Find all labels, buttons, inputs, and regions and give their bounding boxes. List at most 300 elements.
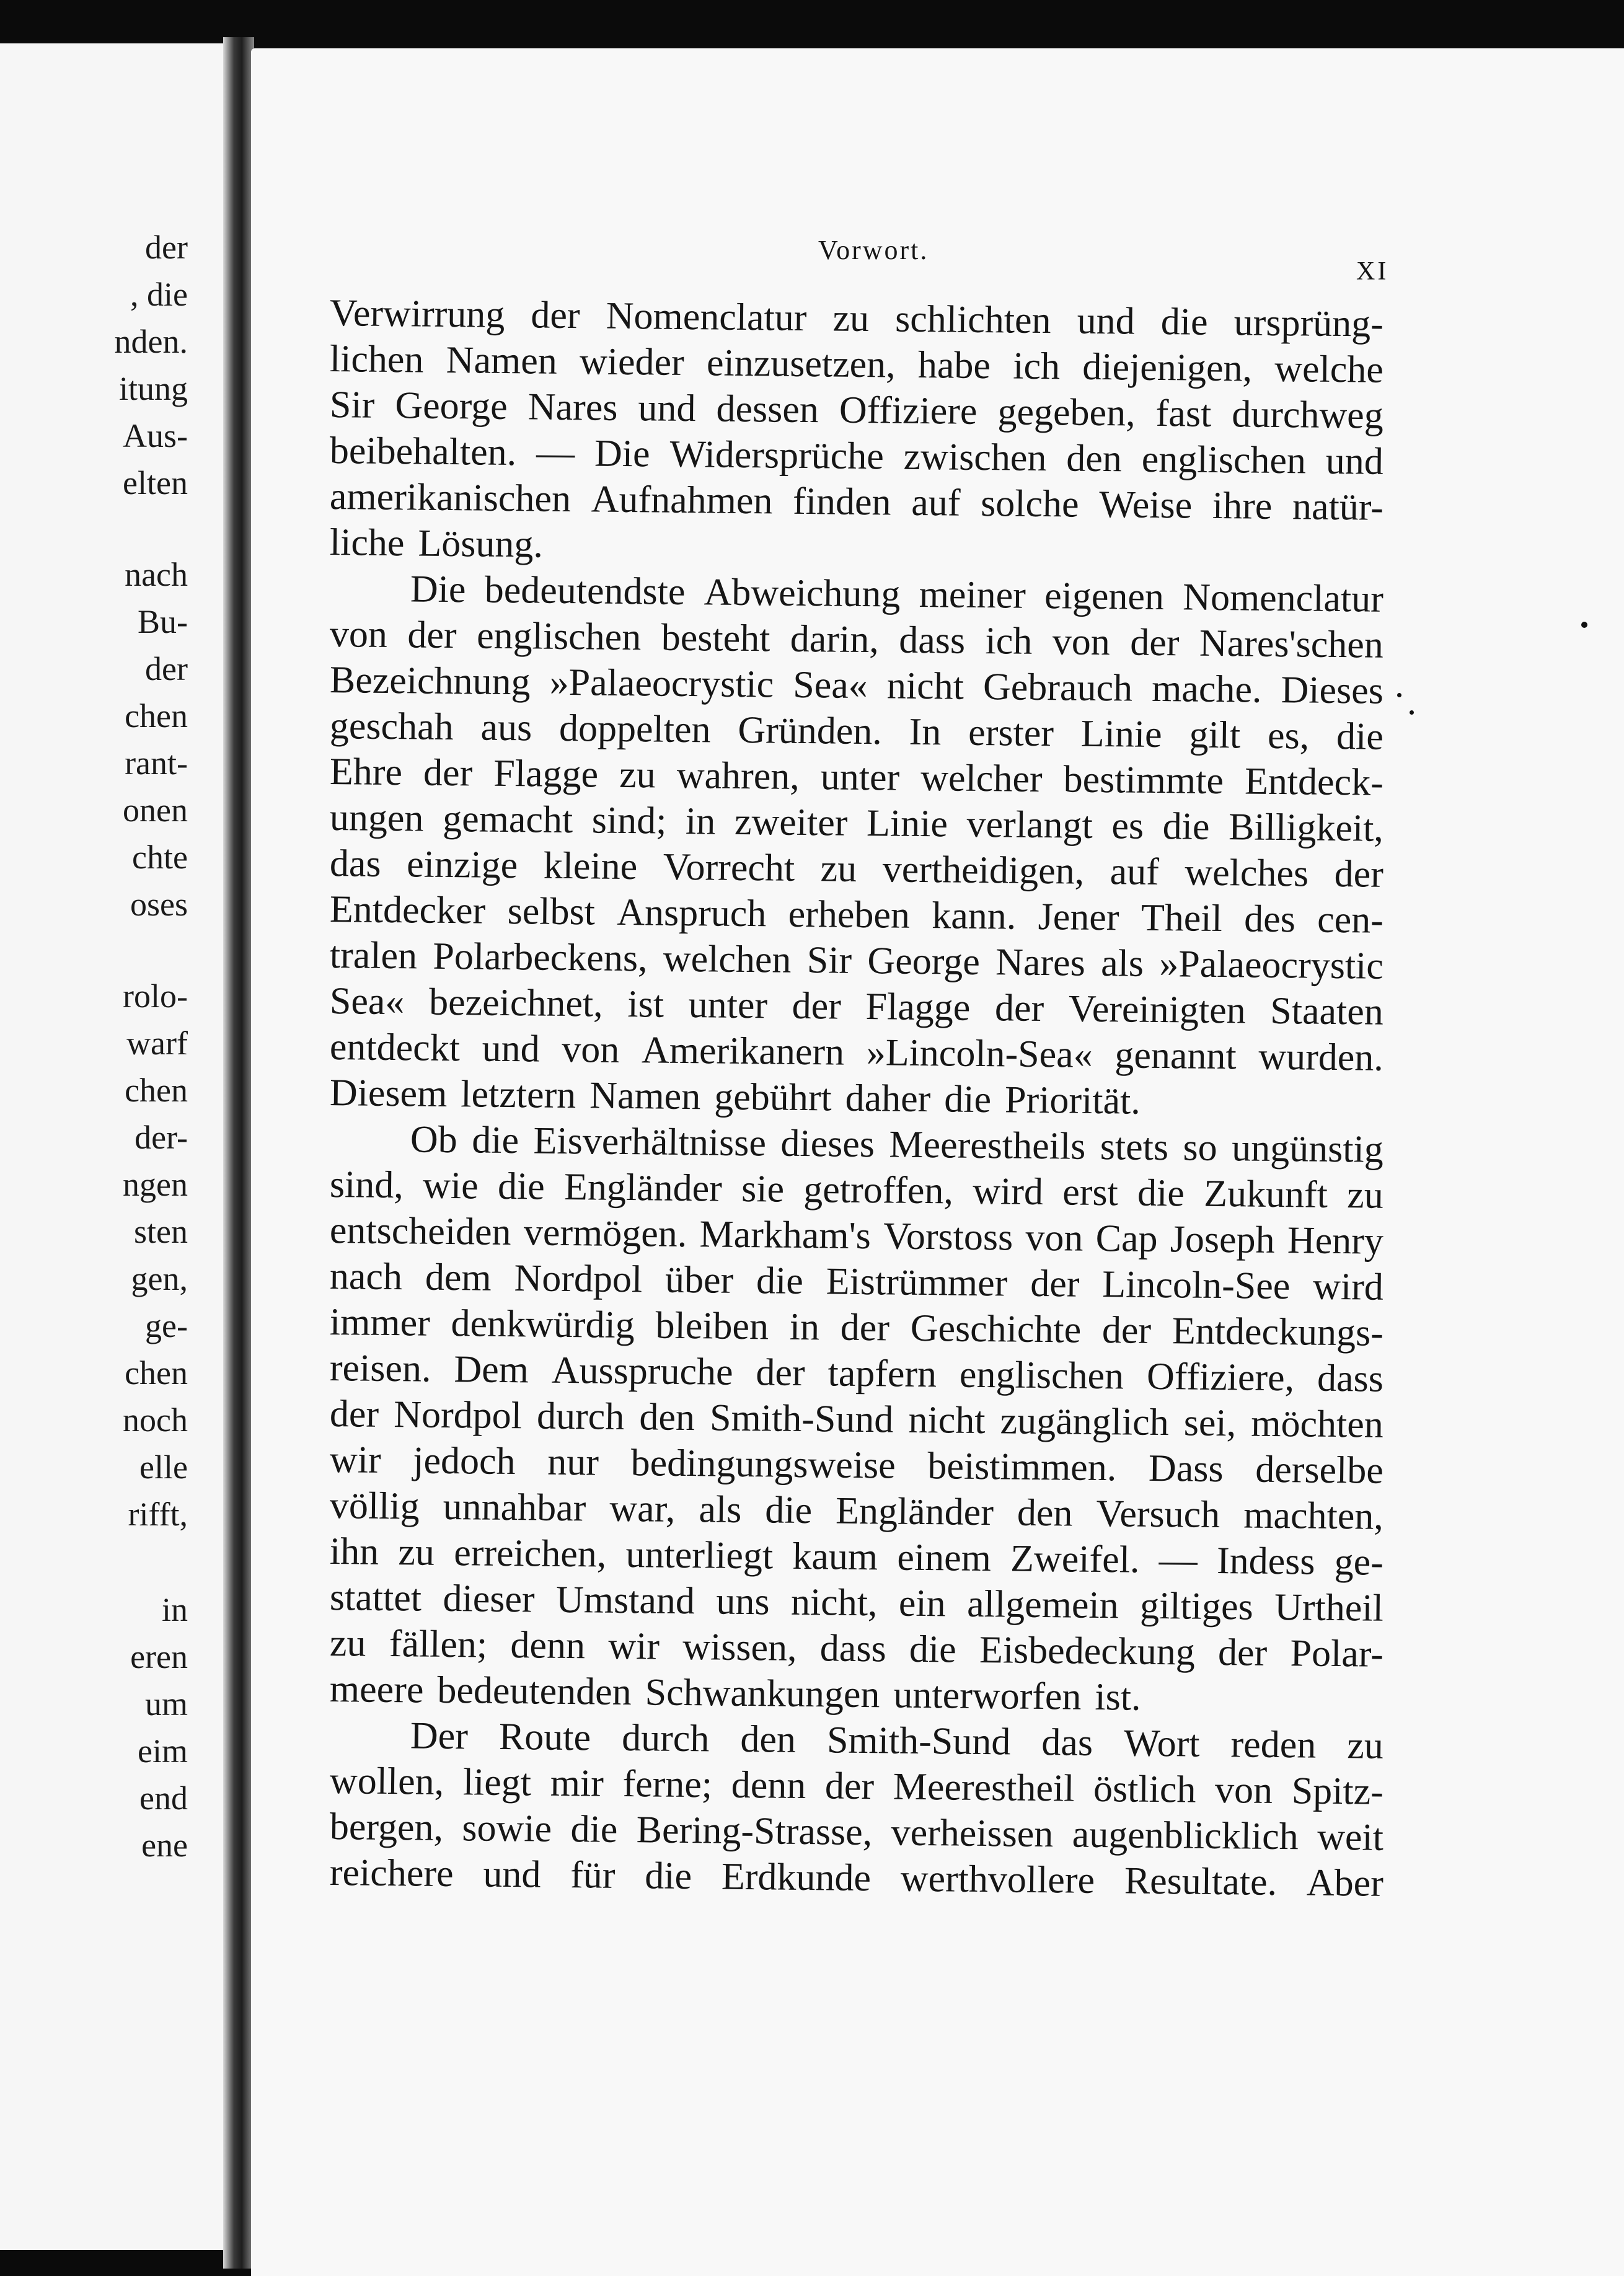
word: Vereinigten bbox=[1068, 987, 1247, 1032]
word: Offiziere, bbox=[1146, 1355, 1295, 1400]
word: zu bbox=[1347, 1724, 1384, 1767]
running-head: Vorwort. bbox=[818, 235, 929, 265]
word: gegeben, bbox=[997, 390, 1136, 434]
word: Erdkunde bbox=[721, 1855, 872, 1900]
word: Smith-Sund bbox=[826, 1719, 1011, 1763]
word: in bbox=[685, 800, 716, 843]
word: Sea« bbox=[793, 663, 868, 707]
word: den bbox=[1017, 1491, 1073, 1535]
word: lichen bbox=[329, 338, 424, 381]
word: der bbox=[1129, 621, 1180, 664]
word: George bbox=[395, 384, 508, 428]
word: die bbox=[1137, 1171, 1185, 1215]
word: den bbox=[740, 1718, 797, 1761]
word: und bbox=[638, 387, 696, 430]
word: reisen. bbox=[329, 1347, 431, 1390]
word: entdeckt bbox=[329, 1026, 461, 1070]
word: Weise bbox=[1098, 483, 1193, 527]
word: sie bbox=[741, 1167, 785, 1211]
word: fast bbox=[1155, 392, 1212, 435]
word: auf bbox=[1110, 850, 1160, 894]
word: Namen bbox=[446, 338, 558, 382]
left-page-fragment: eim bbox=[138, 1732, 188, 1770]
word: Nares'schen bbox=[1199, 622, 1384, 666]
word: dass bbox=[898, 619, 966, 662]
word: Nomenclatur bbox=[1182, 576, 1384, 620]
word: diejenigen, bbox=[1082, 345, 1253, 390]
word: meiner bbox=[919, 573, 1026, 617]
word: Aufnahmen bbox=[591, 478, 773, 523]
word: Dem bbox=[454, 1348, 529, 1392]
word: welche bbox=[1274, 347, 1384, 391]
word: »Lincoln-Sea« bbox=[866, 1031, 1093, 1076]
word: sind, bbox=[329, 1163, 404, 1207]
word: Dieses bbox=[1281, 669, 1384, 712]
left-page-fragment: Bu- bbox=[138, 603, 188, 640]
word: und bbox=[1077, 299, 1136, 343]
word: Schwankungen bbox=[645, 1671, 880, 1716]
word: solche bbox=[980, 482, 1079, 526]
word: verheissen bbox=[891, 1811, 1054, 1856]
word: es bbox=[1111, 805, 1144, 847]
word: dessen bbox=[716, 387, 819, 431]
word: zu bbox=[832, 297, 870, 340]
word: von bbox=[1052, 620, 1111, 664]
word: ich bbox=[1012, 345, 1061, 388]
word: erreichen, bbox=[453, 1532, 607, 1576]
word: Eisbedeckung bbox=[979, 1628, 1196, 1674]
word: Eisverhältnisse bbox=[533, 1119, 767, 1165]
word: Meerestheils bbox=[889, 1123, 1086, 1168]
word: Abweichung bbox=[704, 571, 901, 615]
word: stattet bbox=[329, 1576, 422, 1620]
word: Anspruch bbox=[616, 891, 767, 935]
word: Jener bbox=[1038, 895, 1119, 939]
word: Gebrauch bbox=[982, 666, 1133, 710]
word: unterliegt bbox=[625, 1533, 774, 1577]
word: englischen bbox=[476, 614, 642, 659]
left-page-fragment: itung bbox=[118, 370, 188, 407]
word: ein bbox=[898, 1582, 947, 1625]
word: Nordpol bbox=[514, 1257, 643, 1301]
word: Gründen. bbox=[738, 708, 883, 753]
word: Namen bbox=[589, 1074, 701, 1118]
word: und bbox=[1325, 439, 1384, 483]
word: Wort bbox=[1123, 1722, 1200, 1765]
word: bedingungsweise bbox=[630, 1442, 896, 1487]
word: besteht bbox=[661, 616, 770, 660]
left-page-fragment: noch bbox=[123, 1401, 188, 1439]
word: bestimmte bbox=[1063, 758, 1224, 803]
word: giltiges bbox=[1139, 1584, 1254, 1628]
left-page-fragment: der- bbox=[135, 1119, 188, 1156]
word: daher bbox=[845, 1077, 931, 1121]
word: Der bbox=[410, 1714, 469, 1758]
word: bergen, bbox=[329, 1806, 444, 1849]
word: genannt bbox=[1114, 1034, 1237, 1078]
word: Flagge bbox=[865, 986, 971, 1029]
word: ge- bbox=[1334, 1540, 1384, 1584]
scan-speck bbox=[1581, 622, 1587, 628]
word: wollen, bbox=[329, 1760, 444, 1803]
word: Die bbox=[410, 568, 466, 611]
left-page-fragment: Aus- bbox=[123, 417, 188, 454]
word: — bbox=[1158, 1539, 1198, 1582]
word: als bbox=[699, 1488, 742, 1531]
word: Lösung. bbox=[418, 522, 544, 566]
word: einzige bbox=[406, 843, 518, 887]
word: augenblicklich bbox=[1072, 1813, 1299, 1858]
word: Ausspruche bbox=[551, 1349, 733, 1393]
word: »Palaeocrystic bbox=[549, 661, 774, 706]
word: dass bbox=[1317, 1357, 1384, 1400]
word: nicht bbox=[908, 1398, 986, 1442]
left-page-fragment: eren bbox=[130, 1638, 188, 1675]
word: bedeutenden bbox=[437, 1669, 632, 1714]
word: zwischen bbox=[903, 435, 1047, 480]
word: das bbox=[329, 842, 382, 885]
word: der bbox=[840, 1306, 890, 1349]
word: Zweifel. bbox=[1010, 1537, 1140, 1581]
word: Entdeckungs- bbox=[1172, 1310, 1384, 1354]
word: es, bbox=[1267, 714, 1310, 757]
word: über bbox=[664, 1258, 734, 1302]
word: beibehalten. bbox=[329, 430, 517, 474]
word: finden bbox=[792, 480, 891, 524]
word: Joseph bbox=[1170, 1218, 1275, 1261]
word: nicht, bbox=[790, 1581, 878, 1625]
word: bleiben bbox=[655, 1304, 769, 1348]
word: Entdecker bbox=[329, 888, 486, 932]
word: und bbox=[483, 1853, 541, 1896]
word: die bbox=[1336, 715, 1384, 758]
word: natür- bbox=[1292, 485, 1384, 529]
word: Nares bbox=[995, 941, 1086, 984]
word: von bbox=[1025, 1216, 1083, 1259]
left-page-fragment: der bbox=[145, 229, 188, 266]
word: meere bbox=[329, 1668, 424, 1711]
word: der bbox=[1101, 1309, 1152, 1352]
word: die bbox=[497, 1165, 545, 1208]
left-page-fragment: warf bbox=[126, 1025, 188, 1062]
word: verlangt bbox=[966, 803, 1093, 847]
word: und bbox=[482, 1027, 541, 1070]
word: Spitz- bbox=[1291, 1770, 1384, 1813]
word: der bbox=[756, 1351, 806, 1395]
word: »Palaeocrystic bbox=[1159, 943, 1384, 987]
word: Sea« bbox=[329, 980, 405, 1023]
word: nach bbox=[329, 1255, 403, 1299]
word: die bbox=[756, 1259, 804, 1302]
word: unter bbox=[820, 756, 900, 799]
scan-speck bbox=[1410, 710, 1414, 715]
word: dass bbox=[819, 1627, 887, 1670]
word: liegt bbox=[462, 1761, 532, 1804]
word: war, bbox=[609, 1487, 676, 1530]
word: gebührt bbox=[713, 1075, 832, 1119]
word: ist. bbox=[1095, 1675, 1141, 1719]
word: vertheidigen, bbox=[882, 848, 1085, 893]
word: Engländer bbox=[835, 1489, 994, 1534]
word: die bbox=[570, 1808, 618, 1851]
word: als bbox=[1100, 942, 1144, 985]
word: der bbox=[994, 987, 1044, 1030]
word: bedeutendste bbox=[484, 568, 686, 614]
word: Meerestheil bbox=[893, 1765, 1075, 1810]
page-number: XI bbox=[1356, 257, 1389, 286]
word: aus bbox=[480, 706, 532, 749]
word: Polar- bbox=[1290, 1632, 1384, 1675]
left-page-fragment: elle bbox=[139, 1449, 188, 1486]
word: durchweg bbox=[1231, 393, 1384, 437]
word: Eistrümmer bbox=[826, 1260, 1008, 1305]
left-page-fragment: um bbox=[144, 1685, 188, 1722]
word: nicht bbox=[886, 664, 964, 708]
left-page-fragment: rolo- bbox=[123, 977, 188, 1015]
word: zugänglich bbox=[1000, 1400, 1170, 1444]
word: englischen bbox=[959, 1353, 1124, 1398]
word: tralen bbox=[329, 934, 418, 977]
word: Engländer bbox=[563, 1165, 723, 1210]
word: Entdeck- bbox=[1244, 760, 1384, 804]
word: ungen bbox=[329, 796, 424, 840]
word: sowie bbox=[462, 1807, 552, 1850]
word: dem bbox=[425, 1256, 492, 1299]
word: wie bbox=[422, 1164, 479, 1207]
word: Sir bbox=[806, 939, 852, 982]
word: werthvollere bbox=[900, 1857, 1095, 1902]
word: so bbox=[1183, 1126, 1218, 1169]
word: sind; bbox=[591, 799, 667, 842]
word: von bbox=[562, 1028, 620, 1071]
word: den bbox=[1066, 437, 1123, 480]
word: Zukunft bbox=[1203, 1172, 1328, 1216]
word: in bbox=[789, 1305, 820, 1349]
word: östlich bbox=[1093, 1767, 1196, 1811]
word: die bbox=[909, 1628, 957, 1671]
word: Umstand bbox=[555, 1578, 695, 1623]
left-page-fragment: , die bbox=[130, 276, 188, 313]
word: erheben bbox=[788, 893, 911, 937]
word: Dass bbox=[1148, 1447, 1224, 1491]
word: erster bbox=[968, 711, 1054, 755]
word: zu bbox=[619, 753, 656, 796]
word: Bezeichnung bbox=[329, 659, 531, 704]
word: des bbox=[1243, 898, 1296, 941]
word: wahren, bbox=[676, 754, 800, 798]
word: Verwirrung bbox=[329, 292, 505, 336]
left-page-fragment: der bbox=[145, 650, 188, 687]
word: kann. bbox=[931, 894, 1017, 938]
word: Widersprüche bbox=[669, 433, 885, 478]
word: zu bbox=[820, 847, 857, 890]
word: Nomenclatur bbox=[606, 294, 807, 340]
left-page-fragment: in bbox=[161, 1591, 188, 1628]
word: fällen; bbox=[389, 1623, 488, 1666]
word: Diesem bbox=[329, 1072, 448, 1115]
scan-speck bbox=[1397, 693, 1401, 697]
word: ihre bbox=[1212, 484, 1273, 527]
word: Die bbox=[594, 432, 650, 475]
word: jedoch bbox=[413, 1439, 516, 1483]
word: Flagge bbox=[493, 752, 599, 796]
word: von bbox=[1214, 1768, 1273, 1812]
word: denkwürdig bbox=[451, 1302, 635, 1347]
word: Urtheil bbox=[1274, 1586, 1384, 1630]
word: Route bbox=[498, 1715, 591, 1759]
word: Theil bbox=[1141, 896, 1223, 940]
word: Ehre bbox=[329, 751, 403, 794]
word: Lincoln-See bbox=[1101, 1263, 1291, 1308]
word: Amerikanern bbox=[641, 1029, 845, 1074]
word: Bering-Strasse, bbox=[636, 1809, 873, 1854]
word: Priorität. bbox=[1004, 1078, 1141, 1123]
word: Nares bbox=[527, 386, 618, 429]
word: die bbox=[943, 1078, 992, 1121]
word: Polarbeckens, bbox=[433, 935, 648, 980]
body-text bbox=[329, 290, 1384, 1905]
word: englischen bbox=[1141, 438, 1307, 482]
word: die bbox=[765, 1489, 813, 1532]
word: das bbox=[1041, 1721, 1093, 1764]
word: auf bbox=[911, 481, 961, 524]
word: selbst bbox=[507, 890, 596, 933]
word: zu bbox=[1346, 1174, 1384, 1217]
word: Geschichte bbox=[910, 1307, 1082, 1351]
word: ihn bbox=[329, 1530, 379, 1573]
word: die bbox=[1160, 301, 1208, 343]
left-facing-page bbox=[0, 43, 232, 2250]
word: uns bbox=[716, 1580, 770, 1623]
word: zu bbox=[398, 1531, 435, 1574]
word: Cap bbox=[1095, 1217, 1158, 1260]
word: kaum bbox=[792, 1535, 878, 1579]
word: völlig bbox=[329, 1484, 420, 1528]
word: wieder bbox=[579, 340, 685, 384]
word: George bbox=[867, 940, 981, 983]
word: ursprüng- bbox=[1233, 301, 1384, 345]
word: ungünstig bbox=[1231, 1127, 1384, 1171]
word: Resultate. bbox=[1124, 1859, 1278, 1904]
word: Indess bbox=[1216, 1539, 1315, 1583]
word: ich bbox=[985, 620, 1033, 663]
word: reden bbox=[1230, 1723, 1317, 1767]
word: unterworfen bbox=[893, 1674, 1082, 1718]
left-page-fragment: chte bbox=[132, 839, 188, 876]
word: Staaten bbox=[1269, 989, 1384, 1033]
word: von bbox=[329, 613, 388, 656]
word: wird bbox=[1312, 1265, 1384, 1308]
word: allgemein bbox=[966, 1582, 1119, 1627]
left-page-fragment: onen bbox=[123, 792, 188, 829]
left-page-fragment: oses bbox=[130, 886, 188, 923]
word: cen- bbox=[1317, 898, 1384, 942]
word: denn bbox=[731, 1763, 806, 1807]
word: die bbox=[1162, 805, 1210, 848]
word: der bbox=[531, 294, 581, 337]
word: letztern bbox=[461, 1073, 576, 1117]
word: reichere bbox=[329, 1851, 454, 1895]
word: die bbox=[644, 1855, 692, 1898]
word: unnahbar bbox=[443, 1485, 586, 1530]
word: immer bbox=[329, 1301, 431, 1344]
left-page-fragment: nach bbox=[125, 556, 188, 593]
word: der bbox=[1217, 1631, 1268, 1674]
word: eigenen bbox=[1044, 575, 1165, 619]
word: der bbox=[423, 751, 473, 795]
word: Vorstoss bbox=[883, 1215, 1013, 1259]
word: zweiter bbox=[734, 800, 848, 844]
word: doppelten bbox=[558, 707, 711, 751]
word: In bbox=[909, 710, 942, 754]
left-page-fragment: chen bbox=[125, 697, 188, 734]
word: Versuch bbox=[1096, 1492, 1220, 1537]
word: gilt bbox=[1189, 713, 1241, 757]
word: schlichten bbox=[894, 298, 1051, 342]
word: liche bbox=[329, 521, 405, 565]
word: wir bbox=[329, 1439, 382, 1481]
word: der bbox=[1334, 852, 1384, 896]
left-page-fragment: end bbox=[139, 1780, 188, 1817]
word: denn bbox=[510, 1624, 586, 1667]
word: wurden. bbox=[1258, 1035, 1384, 1079]
word: welcher bbox=[920, 756, 1043, 801]
word: nur bbox=[547, 1440, 599, 1484]
word: getroffen, bbox=[803, 1168, 954, 1212]
word: mache. bbox=[1151, 667, 1262, 711]
left-page-fragment: ngen bbox=[123, 1166, 188, 1203]
word: Vorrecht bbox=[663, 845, 795, 889]
word: wir bbox=[607, 1625, 660, 1668]
word: Ob bbox=[410, 1118, 458, 1162]
word: machten, bbox=[1243, 1494, 1384, 1538]
word: Aber bbox=[1306, 1861, 1384, 1905]
word: stets bbox=[1100, 1126, 1169, 1169]
word: der bbox=[407, 614, 457, 657]
word: welchen bbox=[663, 937, 792, 981]
word: kleine bbox=[543, 844, 638, 888]
left-page-fragment: ene bbox=[141, 1827, 188, 1864]
word: Linie bbox=[866, 802, 948, 845]
word: weit bbox=[1317, 1815, 1384, 1859]
word: unter bbox=[688, 984, 768, 1027]
word: zu bbox=[329, 1622, 366, 1665]
word: Linie bbox=[1080, 712, 1163, 756]
word: gemacht bbox=[442, 797, 573, 842]
word: der bbox=[1030, 1262, 1080, 1305]
word: erst bbox=[1062, 1171, 1119, 1214]
word: Offiziere bbox=[839, 389, 977, 433]
word: einzusetzen, bbox=[706, 342, 896, 386]
left-page-fragment: gen, bbox=[131, 1260, 188, 1297]
word: derselbe bbox=[1255, 1448, 1384, 1492]
word: welches bbox=[1185, 851, 1309, 895]
word: dieser bbox=[443, 1577, 535, 1621]
word: vermögen. bbox=[523, 1211, 687, 1256]
left-page-fragment: nden. bbox=[114, 323, 188, 360]
word: ferne; bbox=[622, 1762, 713, 1806]
word: Sir bbox=[329, 384, 375, 426]
word: entscheiden bbox=[329, 1209, 511, 1254]
word: amerikanischen bbox=[329, 475, 571, 521]
word: durch bbox=[536, 1395, 625, 1438]
word: Markham's bbox=[699, 1213, 872, 1258]
word: ist bbox=[627, 983, 664, 1026]
word: für bbox=[570, 1854, 616, 1897]
word: — bbox=[536, 431, 575, 475]
word: tapfern bbox=[827, 1352, 937, 1396]
word: wird bbox=[972, 1170, 1044, 1214]
